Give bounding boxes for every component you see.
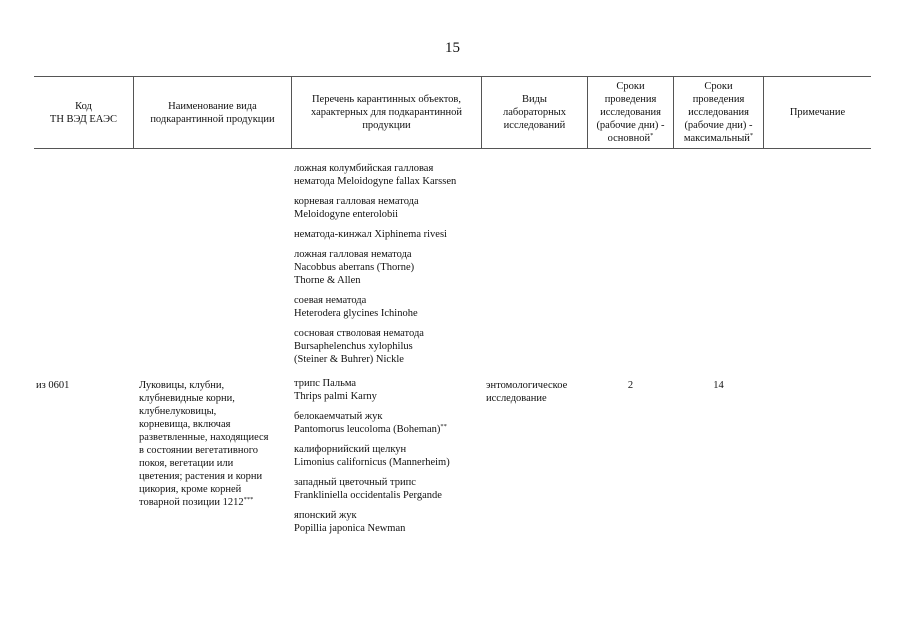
header-bottom-border [34, 148, 871, 149]
header-note: Примечание [789, 107, 846, 118]
row-term-max: 14 [713, 380, 724, 391]
quarantine-object: трипс Пальма Thrips palmi Karny [294, 378, 377, 402]
header-term-basic-text: Сроки проведения исследования (рабочие дни) - основной [596, 81, 665, 144]
quarantine-object: сосновая стволовая нематода Bursaphelenchus xylophilus (Steiner & Buhrer) Nickle [294, 328, 424, 365]
quarantine-object: калифорнийский щелкун Limonius californicus (Mannerheim) [294, 444, 450, 468]
header-objects: Перечень карантинных объектов, характерных для подкарантинной продукции [310, 94, 463, 131]
row-code: из 0601 [36, 380, 70, 391]
footnote-mark: ** [440, 423, 447, 430]
footnote-mark: * [650, 132, 654, 139]
header-term-max [674, 77, 763, 148]
quarantine-object: японский жук Popillia japonica Newman [294, 510, 406, 534]
quarantine-object: нематода-кинжал Xiphinema rivesi [294, 229, 447, 240]
quarantine-object-text: белокаемчатый жук Pantomorus leucoloma (Boheman) [294, 411, 441, 435]
header-term-max-text: Сроки проведения исследования (рабочие дни) - максимальный [683, 81, 753, 144]
row-term-basic: 2 [627, 380, 634, 391]
row-product-name [139, 379, 291, 509]
quarantine-object: западный цветочный трипс Frankliniella occidentalis Pergande [294, 477, 442, 501]
header-code: Код ТН ВЭД ЕАЭС [49, 100, 118, 125]
footnote-mark: *** [243, 496, 254, 503]
header-term-basic [588, 77, 673, 148]
header-product: Наименование вида подкарантинной продукции [150, 100, 275, 125]
quarantine-objects-list [294, 162, 484, 535]
header-research-types: Виды лабораторных исследований [502, 94, 566, 131]
quarantine-object: соевая нематода Heterodera glycines Ichinohe [294, 295, 418, 319]
page-number: 15 [445, 40, 460, 56]
quarantine-object: ложная галловая нематода Nacobbus aberrans (Thorne) Thorne & Allen [294, 249, 415, 286]
footnote-mark: * [749, 132, 754, 139]
quarantine-object: корневая галловая нематода Meloidogyne enterolobii [294, 196, 419, 220]
row-product-text: Луковицы, клубни, клубневидные корни, клубнелуковицы, корневища, включая разветвленные, находящиеся в состоянии вегетативного покоя, вегетации или цветения; растения и корни цикория, кроме корней товарной позиции 1212 [139, 380, 269, 508]
quarantine-object [294, 410, 484, 436]
quarantine-object: ложная колумбийская галловая нематода Meloidogyne fallax Karssen [294, 163, 457, 187]
row-research-type: энтомологическое исследование [486, 380, 568, 404]
